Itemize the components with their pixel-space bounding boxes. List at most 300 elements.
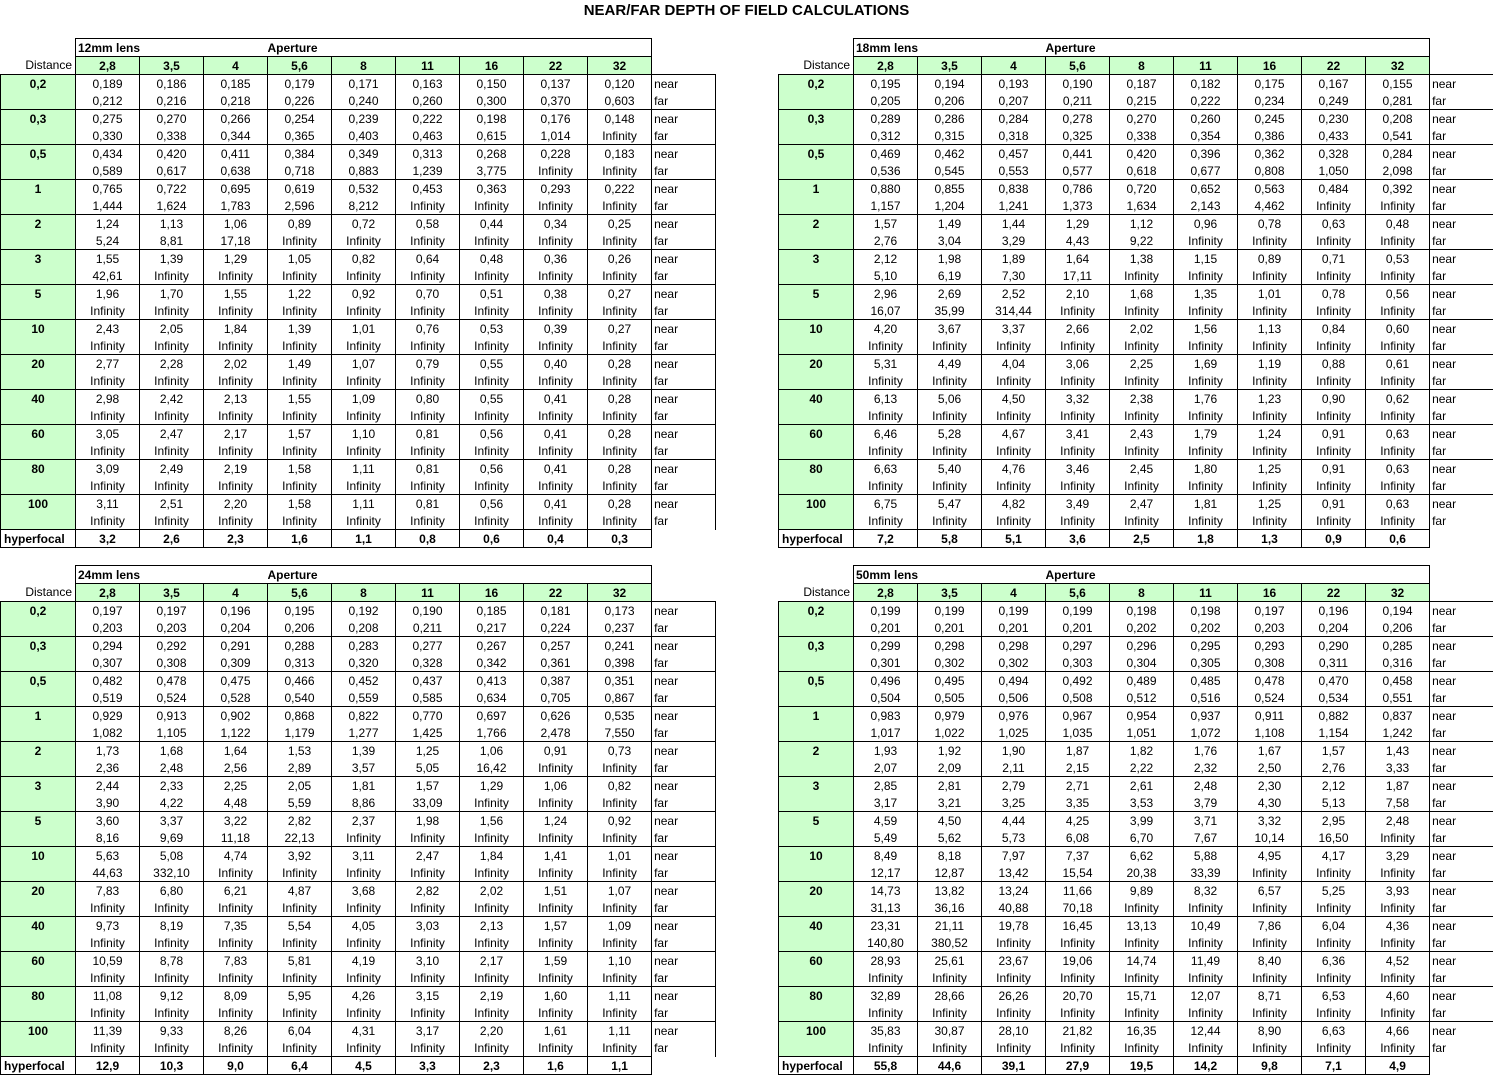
near-label: near bbox=[652, 75, 716, 93]
far-value: Infinity bbox=[76, 302, 140, 320]
near-value: 0,478 bbox=[140, 672, 204, 690]
far-label: far bbox=[652, 759, 716, 777]
near-value: 0,194 bbox=[1366, 602, 1430, 620]
aperture-header: 5,6 bbox=[268, 57, 332, 75]
distance-value: 60 bbox=[1, 952, 76, 970]
near-value: 1,51 bbox=[524, 882, 588, 900]
near-value: 0,148 bbox=[588, 110, 652, 128]
near-value: 4,17 bbox=[1302, 847, 1366, 865]
distance-value: 40 bbox=[779, 390, 854, 408]
distance-value: 5 bbox=[779, 285, 854, 303]
far-value: 3,775 bbox=[460, 162, 524, 180]
far-value: 0,212 bbox=[76, 92, 140, 110]
aperture-header: 32 bbox=[588, 584, 652, 602]
near-value: 6,57 bbox=[1238, 882, 1302, 900]
near-label: near bbox=[652, 917, 716, 935]
near-value: 2,20 bbox=[460, 1022, 524, 1040]
near-value: 4,76 bbox=[982, 460, 1046, 478]
distance-spacer bbox=[1, 724, 76, 742]
far-value: 0,304 bbox=[1110, 654, 1174, 672]
far-value: Infinity bbox=[588, 829, 652, 847]
near-value: 0,190 bbox=[1046, 75, 1110, 93]
near-value: 1,23 bbox=[1238, 390, 1302, 408]
aperture-header: 2,8 bbox=[854, 584, 918, 602]
blank-right bbox=[1430, 530, 1493, 548]
far-value: Infinity bbox=[1302, 864, 1366, 882]
near-label: near bbox=[1430, 75, 1493, 93]
near-label: near bbox=[652, 320, 716, 338]
distance-spacer bbox=[1, 969, 76, 987]
far-value: 0,308 bbox=[1238, 654, 1302, 672]
table-row-near bbox=[1, 952, 716, 970]
far-value: 0,519 bbox=[76, 689, 140, 707]
near-value: 0,44 bbox=[460, 215, 524, 233]
far-value: 0,224 bbox=[524, 619, 588, 637]
aperture-header: 4 bbox=[204, 584, 268, 602]
near-value: 13,13 bbox=[1110, 917, 1174, 935]
near-label: near bbox=[1430, 707, 1493, 725]
near-value: 4,74 bbox=[204, 847, 268, 865]
distance-spacer bbox=[1, 127, 76, 145]
near-value: 0,277 bbox=[396, 637, 460, 655]
table-row-near bbox=[779, 110, 1493, 128]
far-value: Infinity bbox=[460, 477, 524, 495]
far-value: 0,218 bbox=[204, 92, 268, 110]
near-value: 0,41 bbox=[524, 425, 588, 443]
far-value: 5,73 bbox=[982, 829, 1046, 847]
far-value: Infinity bbox=[918, 1004, 982, 1022]
near-value: 6,13 bbox=[854, 390, 918, 408]
far-value: Infinity bbox=[332, 1004, 396, 1022]
near-value: 28,93 bbox=[854, 952, 918, 970]
near-value: 1,81 bbox=[332, 777, 396, 795]
far-value: 0,300 bbox=[460, 92, 524, 110]
far-value: 0,504 bbox=[854, 689, 918, 707]
distance-spacer bbox=[1, 337, 76, 355]
near-label: near bbox=[1430, 812, 1493, 830]
far-value: Infinity bbox=[396, 302, 460, 320]
far-value: Infinity bbox=[524, 864, 588, 882]
distance-value: 0,5 bbox=[779, 672, 854, 690]
aperture-header: 8 bbox=[332, 584, 396, 602]
near-value: 0,387 bbox=[524, 672, 588, 690]
far-value: Infinity bbox=[1238, 1004, 1302, 1022]
far-value: 8,16 bbox=[76, 829, 140, 847]
far-value: 0,312 bbox=[854, 127, 918, 145]
near-value: 3,92 bbox=[268, 847, 332, 865]
far-value: Infinity bbox=[1046, 442, 1110, 460]
distance-value: 20 bbox=[1, 882, 76, 900]
distance-spacer bbox=[779, 197, 854, 215]
hyperfocal-value: 19,5 bbox=[1110, 1057, 1174, 1075]
near-value: 2,47 bbox=[1110, 495, 1174, 513]
distance-spacer bbox=[779, 127, 854, 145]
far-value: 0,541 bbox=[1366, 127, 1430, 145]
far-label: far bbox=[652, 899, 716, 917]
distance-spacer bbox=[779, 724, 854, 742]
near-value: 3,67 bbox=[918, 320, 982, 338]
aperture-header: 5,6 bbox=[268, 584, 332, 602]
far-value: Infinity bbox=[588, 934, 652, 952]
near-value: 1,89 bbox=[982, 250, 1046, 268]
near-value: 1,55 bbox=[204, 285, 268, 303]
near-value: 0,384 bbox=[268, 145, 332, 163]
far-value: Infinity bbox=[1174, 969, 1238, 987]
near-value: 0,81 bbox=[396, 495, 460, 513]
near-value: 1,61 bbox=[524, 1022, 588, 1040]
far-value: 1,783 bbox=[204, 197, 268, 215]
far-value: 0,398 bbox=[588, 654, 652, 672]
far-value: Infinity bbox=[204, 267, 268, 285]
near-label: near bbox=[1430, 777, 1493, 795]
near-value: 25,61 bbox=[918, 952, 982, 970]
near-value: 0,295 bbox=[1174, 637, 1238, 655]
table-row-near bbox=[779, 812, 1493, 830]
distance-value: 60 bbox=[779, 952, 854, 970]
far-value: 0,316 bbox=[1366, 654, 1430, 672]
table-row-far bbox=[779, 899, 1493, 917]
near-value: 3,68 bbox=[332, 882, 396, 900]
far-value: Infinity bbox=[1366, 442, 1430, 460]
far-value: 12,17 bbox=[854, 864, 918, 882]
far-value: 1,154 bbox=[1302, 724, 1366, 742]
hyperfocal-value: 2,3 bbox=[460, 1057, 524, 1075]
near-value: 1,64 bbox=[204, 742, 268, 760]
near-label: near bbox=[652, 637, 716, 655]
far-value: 35,99 bbox=[918, 302, 982, 320]
far-value: 5,13 bbox=[1302, 794, 1366, 812]
far-value: 4,48 bbox=[204, 794, 268, 812]
far-value: Infinity bbox=[140, 899, 204, 917]
far-value: Infinity bbox=[918, 372, 982, 390]
near-value: 1,41 bbox=[524, 847, 588, 865]
near-label: near bbox=[652, 145, 716, 163]
far-label: far bbox=[1430, 127, 1493, 145]
far-value: Infinity bbox=[982, 934, 1046, 952]
far-value: Infinity bbox=[854, 442, 918, 460]
header-row-lens bbox=[779, 566, 1493, 584]
far-value: Infinity bbox=[460, 267, 524, 285]
far-label: far bbox=[1430, 232, 1493, 250]
far-value: Infinity bbox=[982, 407, 1046, 425]
far-value: 2,596 bbox=[268, 197, 332, 215]
near-value: 8,78 bbox=[140, 952, 204, 970]
near-value: 3,10 bbox=[396, 952, 460, 970]
distance-spacer bbox=[1, 442, 76, 460]
far-value: 1,373 bbox=[1046, 197, 1110, 215]
near-value: 11,39 bbox=[76, 1022, 140, 1040]
far-label: far bbox=[652, 372, 716, 390]
near-value: 1,39 bbox=[332, 742, 396, 760]
near-value: 1,87 bbox=[1046, 742, 1110, 760]
near-value: 2,20 bbox=[204, 495, 268, 513]
far-value: 0,307 bbox=[76, 654, 140, 672]
distance-value: 20 bbox=[779, 882, 854, 900]
near-value: 2,12 bbox=[1302, 777, 1366, 795]
far-value: Infinity bbox=[460, 337, 524, 355]
near-value: 1,09 bbox=[588, 917, 652, 935]
table-row-near bbox=[1, 637, 716, 655]
near-value: 5,06 bbox=[918, 390, 982, 408]
far-label: far bbox=[1430, 337, 1493, 355]
near-value: 0,90 bbox=[1302, 390, 1366, 408]
near-value: 1,24 bbox=[76, 215, 140, 233]
near-value: 2,17 bbox=[204, 425, 268, 443]
far-value: Infinity bbox=[524, 232, 588, 250]
far-value: 0,240 bbox=[332, 92, 396, 110]
table-row-near bbox=[779, 882, 1493, 900]
far-value: Infinity bbox=[588, 197, 652, 215]
near-label: near bbox=[1430, 917, 1493, 935]
far-value: 0,260 bbox=[396, 92, 460, 110]
distance-spacer bbox=[779, 337, 854, 355]
near-value: 0,967 bbox=[1046, 707, 1110, 725]
page-title: NEAR/FAR DEPTH OF FIELD CALCULATIONS bbox=[0, 2, 1493, 20]
near-value: 2,28 bbox=[140, 355, 204, 373]
far-value: 6,08 bbox=[1046, 829, 1110, 847]
far-value: Infinity bbox=[1110, 477, 1174, 495]
near-value: 0,185 bbox=[204, 75, 268, 93]
far-value: 0,585 bbox=[396, 689, 460, 707]
table-row-far bbox=[779, 337, 1493, 355]
table-row-near bbox=[779, 250, 1493, 268]
far-value: Infinity bbox=[982, 442, 1046, 460]
far-value: 0,617 bbox=[140, 162, 204, 180]
near-value: 0,41 bbox=[524, 460, 588, 478]
near-value: 4,04 bbox=[982, 355, 1046, 373]
near-value: 0,167 bbox=[1302, 75, 1366, 93]
near-value: 6,62 bbox=[1110, 847, 1174, 865]
near-value: 7,83 bbox=[76, 882, 140, 900]
far-value: Infinity bbox=[1302, 969, 1366, 987]
far-value: Infinity bbox=[332, 934, 396, 952]
near-label: near bbox=[652, 215, 716, 233]
near-value: 0,58 bbox=[396, 215, 460, 233]
far-value: 1,072 bbox=[1174, 724, 1238, 742]
far-value: Infinity bbox=[1174, 407, 1238, 425]
far-value: Infinity bbox=[588, 794, 652, 812]
far-value: 0,201 bbox=[854, 619, 918, 637]
far-value: Infinity bbox=[1174, 1039, 1238, 1057]
near-label: near bbox=[1430, 847, 1493, 865]
aperture-header: 22 bbox=[1302, 57, 1366, 75]
far-value: Infinity bbox=[140, 442, 204, 460]
far-value: Infinity bbox=[1302, 1039, 1366, 1057]
near-value: 1,10 bbox=[332, 425, 396, 443]
far-value: Infinity bbox=[1238, 407, 1302, 425]
near-value: 3,32 bbox=[1046, 390, 1110, 408]
distance-spacer bbox=[779, 372, 854, 390]
far-value: 0,718 bbox=[268, 162, 332, 180]
near-value: 1,39 bbox=[140, 250, 204, 268]
far-value: 0,618 bbox=[1110, 162, 1174, 180]
far-value: Infinity bbox=[1046, 372, 1110, 390]
far-value: Infinity bbox=[588, 1004, 652, 1022]
far-value: Infinity bbox=[918, 1039, 982, 1057]
far-value: Infinity bbox=[982, 969, 1046, 987]
near-value: 4,25 bbox=[1046, 812, 1110, 830]
distance-value: 2 bbox=[1, 215, 76, 233]
table-row-far bbox=[1, 654, 716, 672]
near-value: 8,26 bbox=[204, 1022, 268, 1040]
far-value: 0,386 bbox=[1238, 127, 1302, 145]
far-value: 42,61 bbox=[76, 267, 140, 285]
distance-spacer bbox=[1, 302, 76, 320]
aperture-header: 22 bbox=[524, 584, 588, 602]
distance-value: 10 bbox=[1, 847, 76, 865]
near-value: 21,11 bbox=[918, 917, 982, 935]
near-value: 2,79 bbox=[982, 777, 1046, 795]
table-row-near bbox=[1, 75, 716, 93]
distance-spacer bbox=[779, 407, 854, 425]
near-value: 4,82 bbox=[982, 495, 1046, 513]
far-value: Infinity bbox=[1110, 934, 1174, 952]
near-value: 0,475 bbox=[204, 672, 268, 690]
far-value: Infinity bbox=[588, 162, 652, 180]
far-value: 0,508 bbox=[1046, 689, 1110, 707]
far-value: Infinity bbox=[396, 1039, 460, 1057]
near-label: near bbox=[652, 847, 716, 865]
near-value: 0,466 bbox=[268, 672, 332, 690]
far-value: 16,50 bbox=[1302, 829, 1366, 847]
hyperfocal-value: 4,9 bbox=[1366, 1057, 1430, 1075]
near-label: near bbox=[1430, 145, 1493, 163]
far-value: 1,277 bbox=[332, 724, 396, 742]
distance-value: 10 bbox=[779, 320, 854, 338]
far-value: Infinity bbox=[140, 1004, 204, 1022]
table-row-far bbox=[1, 267, 716, 285]
far-value: Infinity bbox=[854, 372, 918, 390]
far-value: Infinity bbox=[268, 477, 332, 495]
distance-value: 40 bbox=[779, 917, 854, 935]
near-value: 1,24 bbox=[524, 812, 588, 830]
near-value: 1,22 bbox=[268, 285, 332, 303]
near-value: 7,83 bbox=[204, 952, 268, 970]
near-value: 0,81 bbox=[396, 460, 460, 478]
near-value: 0,362 bbox=[1238, 145, 1302, 163]
near-value: 4,44 bbox=[982, 812, 1046, 830]
near-value: 0,88 bbox=[1302, 355, 1366, 373]
distance-value: 0,2 bbox=[1, 75, 76, 93]
near-value: 6,63 bbox=[1302, 1022, 1366, 1040]
near-value: 0,458 bbox=[1366, 672, 1430, 690]
far-value: Infinity bbox=[1110, 1039, 1174, 1057]
far-value: 0,325 bbox=[1046, 127, 1110, 145]
far-value: Infinity bbox=[1046, 512, 1110, 530]
table-row-near bbox=[1, 672, 716, 690]
far-value: Infinity bbox=[1238, 232, 1302, 250]
near-value: 4,66 bbox=[1366, 1022, 1430, 1040]
near-value: 14,74 bbox=[1110, 952, 1174, 970]
near-value: 0,199 bbox=[1046, 602, 1110, 620]
far-value: Infinity bbox=[982, 337, 1046, 355]
far-value: 9,22 bbox=[1110, 232, 1174, 250]
far-value: Infinity bbox=[524, 337, 588, 355]
near-value: 0,290 bbox=[1302, 637, 1366, 655]
far-value: Infinity bbox=[588, 372, 652, 390]
near-value: 1,98 bbox=[396, 812, 460, 830]
distance-spacer bbox=[1, 794, 76, 812]
far-value: Infinity bbox=[204, 337, 268, 355]
near-value: 1,07 bbox=[588, 882, 652, 900]
hyperfocal-value: 0,3 bbox=[588, 530, 652, 548]
near-value: 16,35 bbox=[1110, 1022, 1174, 1040]
near-label: near bbox=[652, 390, 716, 408]
near-value: 0,929 bbox=[76, 707, 140, 725]
table-row-far bbox=[779, 689, 1493, 707]
near-value: 1,60 bbox=[524, 987, 588, 1005]
far-value: 7,550 bbox=[588, 724, 652, 742]
far-value: 1,022 bbox=[918, 724, 982, 742]
far-value: Infinity bbox=[460, 829, 524, 847]
far-value: 0,315 bbox=[918, 127, 982, 145]
near-value: 0,286 bbox=[918, 110, 982, 128]
far-value: Infinity bbox=[982, 1004, 1046, 1022]
aperture-header: 8 bbox=[332, 57, 396, 75]
far-value: 3,57 bbox=[332, 759, 396, 777]
near-value: 2,51 bbox=[140, 495, 204, 513]
near-value: 3,93 bbox=[1366, 882, 1430, 900]
near-value: 6,46 bbox=[854, 425, 918, 443]
far-value: 0,201 bbox=[1046, 619, 1110, 637]
near-value: 1,76 bbox=[1174, 742, 1238, 760]
far-value: Infinity bbox=[588, 442, 652, 460]
distance-spacer bbox=[1, 477, 76, 495]
near-value: 1,81 bbox=[1174, 495, 1238, 513]
far-value: 3,17 bbox=[854, 794, 918, 812]
distance-value: 80 bbox=[779, 987, 854, 1005]
distance-spacer bbox=[779, 969, 854, 987]
near-value: 6,04 bbox=[1302, 917, 1366, 935]
far-value: Infinity bbox=[268, 337, 332, 355]
near-value: 1,57 bbox=[1302, 742, 1366, 760]
near-label: near bbox=[1430, 250, 1493, 268]
far-value: 1,425 bbox=[396, 724, 460, 742]
near-value: 0,563 bbox=[1238, 180, 1302, 198]
far-value: 0,217 bbox=[460, 619, 524, 637]
far-value: Infinity bbox=[460, 1004, 524, 1022]
far-value: 1,105 bbox=[140, 724, 204, 742]
near-value: 0,420 bbox=[140, 145, 204, 163]
far-value: 0,211 bbox=[1046, 92, 1110, 110]
far-value: Infinity bbox=[204, 407, 268, 425]
hyperfocal-value: 1,1 bbox=[588, 1057, 652, 1075]
far-label: far bbox=[652, 232, 716, 250]
near-value: 1,82 bbox=[1110, 742, 1174, 760]
far-value: Infinity bbox=[1238, 1039, 1302, 1057]
far-value: 0,204 bbox=[1302, 619, 1366, 637]
near-value: 0,230 bbox=[1302, 110, 1366, 128]
near-value: 1,98 bbox=[918, 250, 982, 268]
far-value: Infinity bbox=[854, 969, 918, 987]
distance-value: 0,2 bbox=[779, 75, 854, 93]
far-value: Infinity bbox=[1302, 302, 1366, 320]
far-label: far bbox=[1430, 372, 1493, 390]
blank-right bbox=[652, 39, 716, 57]
far-value: Infinity bbox=[1302, 407, 1366, 425]
far-label: far bbox=[652, 934, 716, 952]
near-value: 3,17 bbox=[396, 1022, 460, 1040]
far-value: 2,15 bbox=[1046, 759, 1110, 777]
near-value: 5,25 bbox=[1302, 882, 1366, 900]
near-value: 0,469 bbox=[854, 145, 918, 163]
blank-right bbox=[1430, 584, 1493, 602]
far-value: 0,536 bbox=[854, 162, 918, 180]
near-value: 2,77 bbox=[76, 355, 140, 373]
far-value: Infinity bbox=[524, 1039, 588, 1057]
near-value: 6,53 bbox=[1302, 987, 1366, 1005]
near-value: 2,38 bbox=[1110, 390, 1174, 408]
